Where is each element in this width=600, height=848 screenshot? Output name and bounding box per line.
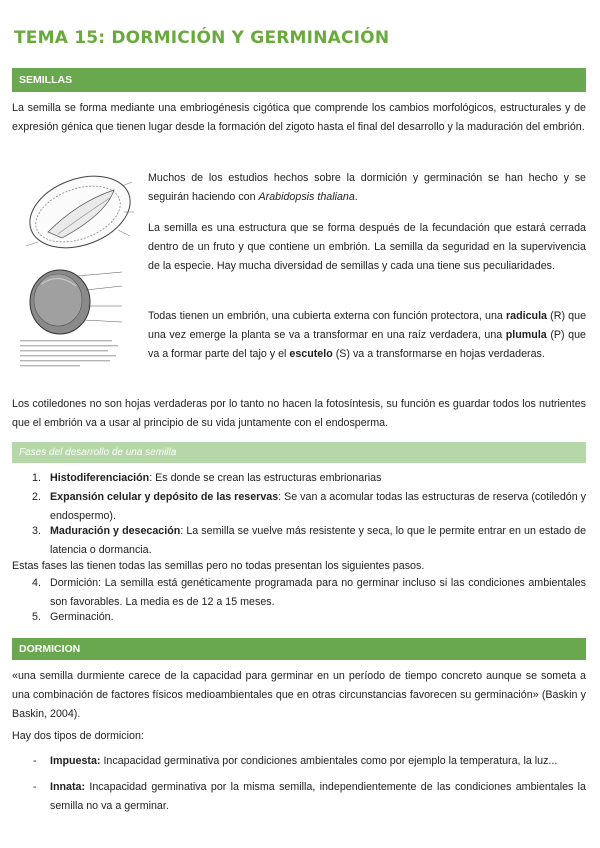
studies-paragraph: Muchos de los estudios hechos sobre la dormición y germinación se han hecho y se seguirán haciendo con Arabidopsis thaliana.: [148, 172, 586, 203]
term-escutelo: escutelo: [289, 348, 333, 360]
seed-parts-paragraph: Todas tienen un embrión, una cubierta externa con función protectora, una radicula (R) que una vez emerge la planta se va a transformar en una raíz verdadera, una plumula (P) que va a formar parte del tajo y el escutelo (S) va a transformarse en hojas verdaderas.: [148, 310, 587, 360]
cotiledones-paragraph: Los cotiledones no son hojas verdaderas por lo tanto no hacen la fotosíntesis, su función es guardar todos los nutrientes que el embrión va a usar al principio de su vida juntamente con el endosperma.: [12, 398, 586, 429]
section-header-semillas: SEMILLAS: [12, 68, 586, 92]
seed-longitudinal-drawing: [20, 172, 136, 261]
baskin-quote: «una semilla durmiente carece de la capacidad para germinar en un período de tiempo concreto aunque se someta a una combinación de factores físicos medioambientales que en otras circunstancias favorecen su germinación» (Baskin y Baskin, 2004).: [12, 670, 586, 720]
list-number: 4.: [32, 577, 41, 589]
list-item-histodiferenciacion: Histodiferenciación: Es donde se crean las estructuras embrionarias: [50, 472, 382, 484]
list-item-germinacion: Germinación.: [50, 611, 114, 623]
list-item-dormicion: Dormición: La semilla está genéticamente programada para no germinar incluso si las condiciones ambientales son favorables. La media es de 12 a 15 meses.: [50, 577, 586, 608]
list-number: 3.: [32, 525, 41, 537]
tipos-intro: Hay dos tipos de dormicion:: [12, 730, 144, 742]
structure-paragraph: La semilla es una estructura que se forma después de la fecundación que estará cerrada dentro de un fruto y que contiene un embrión. La semilla da seguridad en la supervivencia de la especie. Hay mucha diversidad de semillas y cada una tiene sus peculiaridades.: [148, 222, 586, 272]
list-dash: -: [33, 781, 37, 793]
list-number: 5.: [32, 611, 41, 623]
section-header-dormicion: DORMICION: [12, 638, 586, 660]
fases-note: Estas fases las tienen todas las semillas pero no todas presentan los siguientes pasos.: [12, 560, 425, 572]
species-name: Arabidopsis thaliana: [258, 191, 355, 203]
term-radicula: radicula: [506, 310, 548, 322]
intro-paragraph: La semilla se forma mediante una embriogénesis cigótica que comprende los cambios morfológicos, estructurales y de expresión génica que tienen lugar desde la formación del zigoto hasta el final del desarrollo y la maduración del embrión.: [12, 102, 586, 133]
seed-illustration: [18, 172, 136, 384]
seed-cross-section-drawing: [30, 270, 122, 334]
figure-caption-lines: [20, 340, 118, 366]
list-number: 1.: [32, 472, 41, 484]
page-title: TEMA 15: DORMICIÓN Y GERMINACIÓN: [14, 28, 390, 48]
list-item-innata: Innata: Incapacidad germinativa por la misma semilla, independientemente de las condiciones ambientales la semilla no va a germinar.: [50, 781, 586, 812]
term-plumula: plumula: [505, 329, 547, 341]
list-item-expansion: Expansión celular y depósito de las reservas: Se van a acomular todas las estructuras de reserva (cotiledón y endospermo).: [50, 491, 586, 522]
list-item-maduracion: Maduración y desecación: La semilla se vuelve más resistente y seca, lo que le permite entrar en un estado de latencia o dormancia.: [50, 525, 587, 556]
list-dash: -: [33, 755, 37, 767]
list-number: 2.: [32, 491, 41, 503]
subsection-header-fases: Fases del desarrollo de una semilla: [12, 442, 586, 463]
list-item-impuesta: Impuesta: Incapacidad germinativa por condiciones ambientales como por ejemplo la temperatura, la luz...: [50, 755, 558, 767]
